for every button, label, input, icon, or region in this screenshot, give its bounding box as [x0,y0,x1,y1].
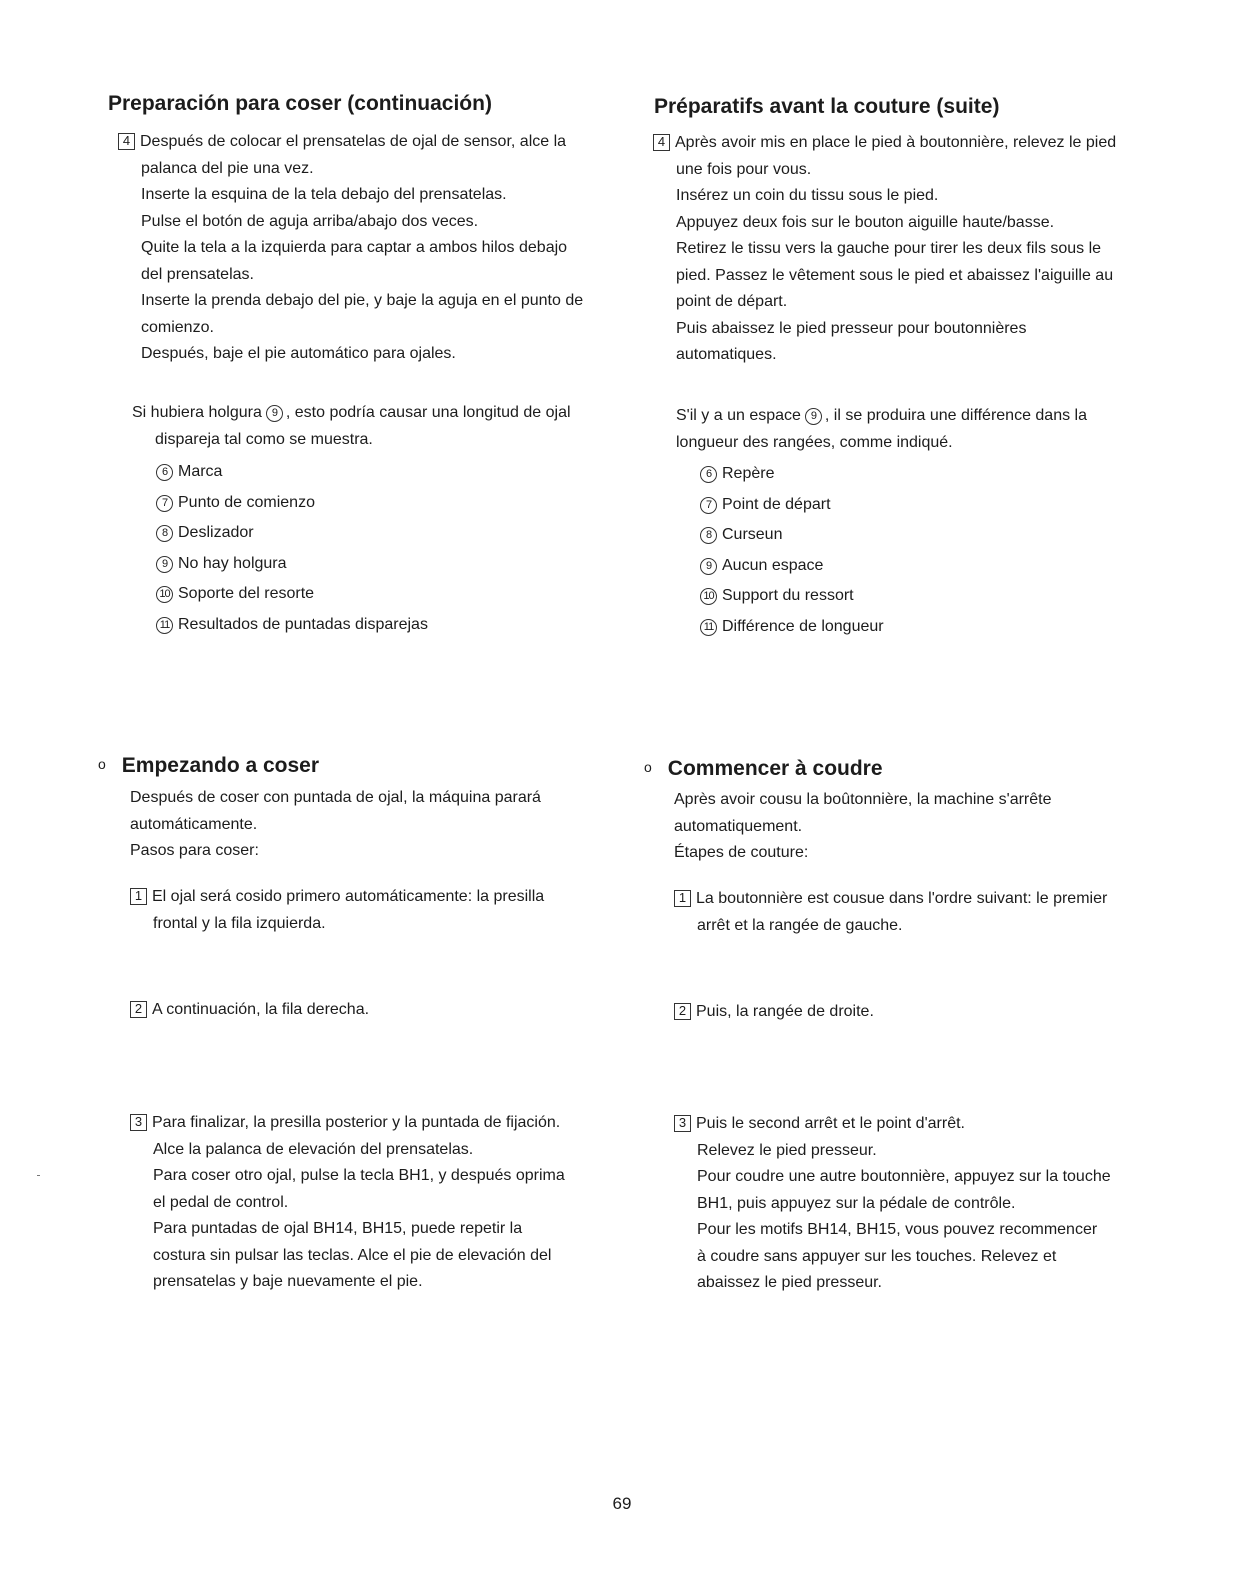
section-title-fr: Préparatifs avant la couture (suite) [654,95,1000,118]
step-4-es [118,129,648,368]
text-line: Para finalizar, la presilla posterior y la puntada de fijación. [152,1114,561,1131]
reference-number-circle: 8 [700,527,717,544]
note-text: , esto podría causar una longitud de ojal [285,404,571,421]
text-line: Pulse el botón de aguja arriba/abajo dos veces. [141,212,479,230]
text-line: Para puntadas de ojal BH14, BH15, puede repetir la [153,1220,523,1237]
reference-number-circle: 7 [700,497,717,514]
text-line: Puis abaissez le pied presseur pour boutonnières [676,319,1027,337]
text-line: Pour coudre une autre boutonnière, appuyez sur la touche [697,1168,1111,1185]
note-text: , il se produira une différence dans la [824,407,1087,424]
subsection-title-fr [644,757,883,781]
text-line: del prensatelas. [141,265,254,283]
step-1-fr [674,886,1107,939]
text-line: automáticamente. [130,815,258,833]
text-line: pied. Passez le vêtement sous le pied et abaissez l'aiguille au [676,266,1114,284]
text-line: Inserte la prenda debajo del pie, y baje la aguja en el punto de [141,292,584,309]
text-line: Pour les motifs BH14, BH15, vous pouvez recommencer [697,1221,1098,1238]
text-line: Puis le second arrêt et le point d'arrêt. [696,1115,965,1132]
subsection-title-text: Empezando a coser [121,754,320,777]
step-number-box: 2 [674,1003,691,1020]
note-text: Si hubiera holgura [132,404,262,421]
intro-es [130,785,541,865]
reference-number-circle: 10 [156,586,173,603]
text-line: arrêt et la rangée de gauche. [697,916,903,934]
reference-number-circle: 9 [700,558,717,575]
text-line: costura sin pulsar las teclas. Alce el pie de elevación del [153,1246,552,1264]
reference-number-circle: 10 [700,588,717,605]
text-line: frontal y la fila izquierda. [153,914,326,932]
step-1-es [130,884,544,937]
note-text: dispareja tal como se muestra. [155,430,373,448]
legend-item: 10 Soporte del resorte [156,579,428,610]
text-line: Étapes de couture: [674,844,809,861]
note-text: S'il y a un espace [676,407,801,424]
text-line: à coudre sans appuyer sur les touches. Relevez et [697,1247,1057,1265]
step-3-fr [674,1111,1111,1297]
text-line: Appuyez deux fois sur le bouton aiguille haute/basse. [676,213,1055,231]
text-line: automatiquement. [674,817,803,835]
legend-item: 10 Support du ressort [700,581,884,612]
text-line: abaissez le pied presseur. [697,1274,882,1291]
legend-item: 11 Resultados de puntadas disparejas [156,610,428,641]
subsection-title-es [98,754,319,778]
legend-es [156,457,428,641]
step-number-box: 3 [674,1115,691,1132]
legend-item: 8 Curseun [700,520,884,551]
text-line: BH1, puis appuyez sur la pédale de contrôle. [697,1194,1016,1212]
text-line: Relevez le pied presseur. [697,1141,877,1159]
text-line: Après avoir cousu la boûtonnière, la machine s'arrête [674,791,1052,808]
scan-artifact [37,1175,40,1176]
step-number-box: 3 [130,1114,147,1131]
step-number-box: 2 [130,1001,147,1018]
reference-number-circle: 8 [156,525,173,542]
step-number-box: 1 [674,890,691,907]
text-line: Para coser otro ojal, pulse la tecla BH1, y después oprima [153,1167,565,1184]
text-line: Quite la tela a la izquierda para captar a ambos hilos debajo [141,239,568,256]
reference-number-circle: 6 [700,466,717,483]
text-line: Después, baje el pie automático para ojales. [141,345,456,362]
bullet-icon: o [644,759,652,775]
legend-fr [700,459,884,643]
text-line: Después de coser con puntada de ojal, la máquina parará [130,789,541,806]
step-2-es [130,997,369,1024]
text-line: Inserte la esquina de la tela debajo del prensatelas. [141,186,507,203]
step-2-fr [674,999,874,1026]
reference-number-circle: 6 [156,464,173,481]
text-line: comienzo. [141,318,214,336]
text-line: Retirez le tissu vers la gauche pour tirer les deux fils sous le [676,240,1102,257]
legend-item: 7 Punto de comienzo [156,488,428,519]
bullet-icon: o [98,756,106,772]
note-fr [676,403,1196,456]
legend-item: 11 Différence de longueur [700,612,884,643]
legend-item: 6 Repère [700,459,884,490]
text-line: Alce la palanca de elevación del prensatelas. [153,1140,474,1158]
legend-item: 7 Point de départ [700,490,884,521]
text-line: automatiques. [676,346,777,363]
text-line: une fois pour vous. [676,160,812,178]
text-line: La boutonnière est cousue dans l'ordre suivant: le premier [696,890,1108,907]
section-title-es: Preparación para coser (continuación) [108,92,492,115]
step-4-fr [653,130,1213,369]
reference-number-circle: 9 [156,556,173,573]
text-line: Después de colocar el prensatelas de ojal de sensor, alce la [140,133,567,150]
text-line: A continuación, la fila derecha. [152,1001,370,1018]
text-line: prensatelas y baje nuevamente el pie. [153,1273,423,1290]
note-es [132,400,642,453]
text-line: Insérez un coin du tissu sous le pied. [676,187,939,204]
step-number-box: 4 [118,133,135,150]
reference-number-circle: 11 [700,619,717,636]
step-3-es [130,1110,565,1296]
reference-number-circle: 9 [266,405,283,422]
subsection-title-text: Commencer à coudre [667,757,883,780]
legend-item: 8 Deslizador [156,518,428,549]
text-line: el pedal de control. [153,1193,289,1211]
reference-number-circle: 9 [805,408,822,425]
text-line: palanca del pie una vez. [141,159,314,177]
step-number-box: 4 [653,134,670,151]
legend-item: 9 No hay holgura [156,549,428,580]
text-line: Puis, la rangée de droite. [696,1003,874,1020]
reference-number-circle: 7 [156,495,173,512]
step-number-box: 1 [130,888,147,905]
text-line: point de départ. [676,293,788,310]
reference-number-circle: 11 [156,617,173,634]
legend-item: 9 Aucun espace [700,551,884,582]
legend-item: 6 Marca [156,457,428,488]
text-line: Pasos para coser: [130,842,259,859]
text-line: Après avoir mis en place le pied à boutonnière, relevez le pied [675,134,1117,151]
intro-fr [674,787,1051,867]
note-text: longueur des rangées, comme indiqué. [676,433,953,451]
text-line: El ojal será cosido primero automáticamente: la presilla [152,888,545,905]
page-number: 69 [612,1494,632,1513]
